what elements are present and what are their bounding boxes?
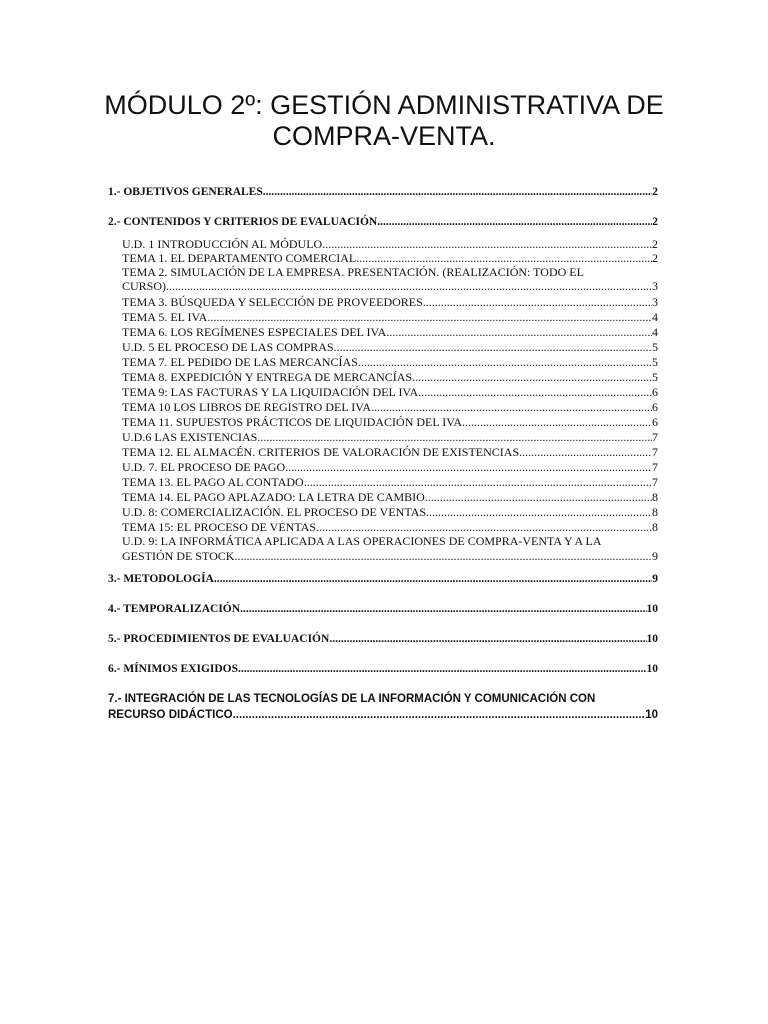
toc-page-number: 5 [652, 355, 658, 369]
toc-page-number: 8 [652, 520, 658, 534]
dot-leader [386, 326, 652, 339]
toc-entry-text: U.D. 7. EL PROCESO DE PAGO [122, 460, 286, 474]
title-line-1: MÓDULO 2º: GESTIÓN ADMINISTRATIVA DE [104, 90, 664, 120]
dot-leader [166, 280, 652, 293]
toc-page-number: 10 [646, 603, 658, 615]
toc-page-number: 8 [652, 505, 658, 519]
toc-item[interactable] [122, 356, 658, 369]
document-title [0, 90, 768, 152]
dot-leader [240, 602, 646, 616]
toc-entry-text: TEMA 5. EL IVA [122, 310, 208, 324]
toc-entry-text: U.D. 5 EL PROCESO DE LAS COMPRAS [122, 340, 334, 354]
toc-item[interactable] [122, 296, 658, 309]
toc-page-number: 2 [652, 251, 658, 265]
toc-entry-text: TEMA 15: EL PROCESO DE VENTAS [122, 520, 317, 534]
toc-entry-text: 6.- MÍNIMOS EXIGIDOS [108, 663, 239, 675]
toc-entry-text: 1.- OBJETIVOS GENERALES. [108, 186, 266, 198]
toc-entry-text: 2.- CONTENIDOS Y CRITERIOS DE EVALUACIÓN [108, 216, 378, 228]
toc-page-number: 9 [652, 573, 658, 585]
toc-page-number: 3 [652, 279, 658, 293]
dot-leader [356, 252, 652, 265]
toc-entry-text: TEMA 10 LOS LIBROS DE REGISTRO DEL IVA [122, 400, 372, 414]
toc-entry-text: TEMA 9: LAS FACTURAS Y LA LIQUIDACIÓN DEL IVA [122, 385, 419, 399]
dot-leader [236, 708, 645, 722]
dot-leader [412, 371, 652, 384]
toc-item[interactable] [122, 461, 658, 474]
toc-page-number: 5 [652, 370, 658, 384]
toc-entry-text: TEMA 8. EXPEDICIÓN Y ENTREGA DE MERCANCÍAS [122, 370, 413, 384]
toc-page-number: 7 [652, 430, 658, 444]
toc-item[interactable] [122, 506, 658, 519]
dot-leader [257, 431, 652, 444]
toc-page-number: 6 [652, 400, 658, 414]
toc-page-number: 2 [652, 186, 658, 198]
toc-item[interactable] [122, 401, 658, 414]
toc-entry-text: TEMA 12. EL ALMACÉN. CRITERIOS DE VALORACIÓN DE EXISTENCIAS. [122, 445, 523, 459]
dot-leader [358, 356, 652, 369]
toc-page-number: 3 [652, 295, 658, 309]
toc-entry-text: TEMA 13. EL PAGO AL CONTADO [122, 475, 304, 489]
toc-page-number: 6 [652, 385, 658, 399]
toc-item[interactable] [122, 476, 658, 489]
toc-page-number: 10 [645, 709, 658, 721]
toc-item[interactable] [122, 280, 658, 293]
toc-item[interactable] [122, 491, 658, 504]
toc-page-number: 10 [646, 633, 658, 645]
toc-page-number: 10 [646, 663, 658, 675]
toc-section-7[interactable] [108, 708, 658, 722]
toc-page-number: 8 [652, 490, 658, 504]
toc-entry-text: U.D. 8: COMERCIALIZACIÓN. EL PROCESO DE VENTAS [122, 505, 427, 519]
dot-leader [522, 446, 652, 459]
toc-page-number: 5 [652, 340, 658, 354]
toc-item-line-1[interactable]: TEMA 2. SIMULACIÓN DE LA EMPRESA. PRESENTACIÓN. (REALIZACIÓN: TODO EL [122, 265, 584, 279]
dot-leader [334, 341, 652, 354]
toc-page-number: 2 [652, 216, 658, 228]
toc-entry-text: GESTIÓN DE STOCK [122, 549, 235, 563]
dot-leader [377, 215, 652, 229]
dot-leader [234, 550, 652, 563]
toc-section-4[interactable] [108, 602, 658, 616]
toc-section-2[interactable] [108, 215, 658, 229]
toc-item[interactable] [122, 371, 658, 384]
toc-item[interactable] [122, 326, 658, 339]
toc-entry-text: 4.- TEMPORALIZACIÓN [108, 603, 241, 615]
toc-entry-text: TEMA 6. LOS REGÍMENES ESPECIALES DEL IVA [122, 325, 387, 339]
toc-entry-text: TEMA 1. EL DEPARTAMENTO COMERCIAL [122, 251, 357, 265]
toc-item[interactable] [122, 238, 658, 251]
toc-item[interactable] [122, 252, 658, 265]
toc-item[interactable] [122, 446, 658, 459]
title-line-2: COMPRA-VENTA. [272, 121, 496, 151]
dot-leader [462, 416, 652, 429]
toc-entry-text: TEMA 3. BÚSQUEDA Y SELECCIÓN DE PROVEEDORES [122, 295, 423, 309]
toc-item-line-1[interactable]: U.D. 9: LA INFORMÁTICA APLICADA A LAS OPERACIONES DE COMPRA-VENTA Y A LA [122, 534, 602, 548]
toc-item[interactable] [122, 521, 658, 534]
dot-leader [325, 238, 652, 251]
dot-leader [207, 311, 652, 324]
toc-entry-text: TEMA 11. SUPUESTOS PRÁCTICOS DE LIQUIDACIÓN DEL IVA [122, 415, 463, 429]
toc-entry-text: 3.- METODOLOGÍA [108, 573, 214, 585]
toc-section-7-line-1[interactable]: 7.- INTEGRACIÓN DE LAS TECNOLOGÍAS DE LA INFORMACIÓN Y COMUNICACIÓN CON [108, 693, 596, 705]
toc-section-3[interactable] [108, 572, 658, 586]
dot-leader [426, 506, 652, 519]
dot-leader [266, 185, 653, 199]
dot-leader [285, 461, 652, 474]
dot-leader [238, 662, 646, 676]
toc-section-5[interactable] [108, 632, 658, 646]
toc-page-number: 6 [652, 415, 658, 429]
toc-page-number: 4 [652, 325, 658, 339]
toc-item[interactable] [122, 550, 658, 563]
toc-page-number: 9 [652, 549, 658, 563]
toc-entry-text: CURSO) [122, 279, 167, 293]
toc-entry-text: 5.- PROCEDIMIENTOS DE EVALUACIÓN [108, 633, 330, 645]
dot-leader [425, 491, 652, 504]
toc-section-6[interactable] [108, 662, 658, 676]
dot-leader [371, 401, 652, 414]
toc-entry-text: RECURSO DIDÁCTICO. [108, 709, 236, 721]
toc-page-number: 7 [652, 460, 658, 474]
dot-leader [214, 572, 652, 586]
dot-leader [418, 386, 652, 399]
toc-entry-text: U.D.6 LAS EXISTENCIAS [122, 430, 258, 444]
toc-page-number: 7 [652, 475, 658, 489]
toc-item[interactable] [122, 386, 658, 399]
toc-entry-text: TEMA 14. EL PAGO APLAZADO: LA LETRA DE CAMBIO [122, 490, 425, 504]
toc-entry-text: U.D. 1 INTRODUCCIÓN AL MÓDULO. [122, 237, 326, 251]
toc-page-number: 7 [652, 445, 658, 459]
toc-page-number: 4 [652, 310, 658, 324]
toc-item[interactable] [122, 416, 658, 429]
toc-entry-text: TEMA 7. EL PEDIDO DE LAS MERCANCÍAS [122, 355, 358, 369]
dot-leader [304, 476, 652, 489]
toc-section-1[interactable] [108, 185, 658, 199]
dot-leader [423, 296, 652, 309]
toc-item[interactable] [122, 341, 658, 354]
toc-item[interactable] [122, 311, 658, 324]
dot-leader [316, 521, 652, 534]
toc-page-number: 2 [652, 237, 658, 251]
toc-item[interactable] [122, 431, 658, 444]
dot-leader [329, 632, 646, 646]
